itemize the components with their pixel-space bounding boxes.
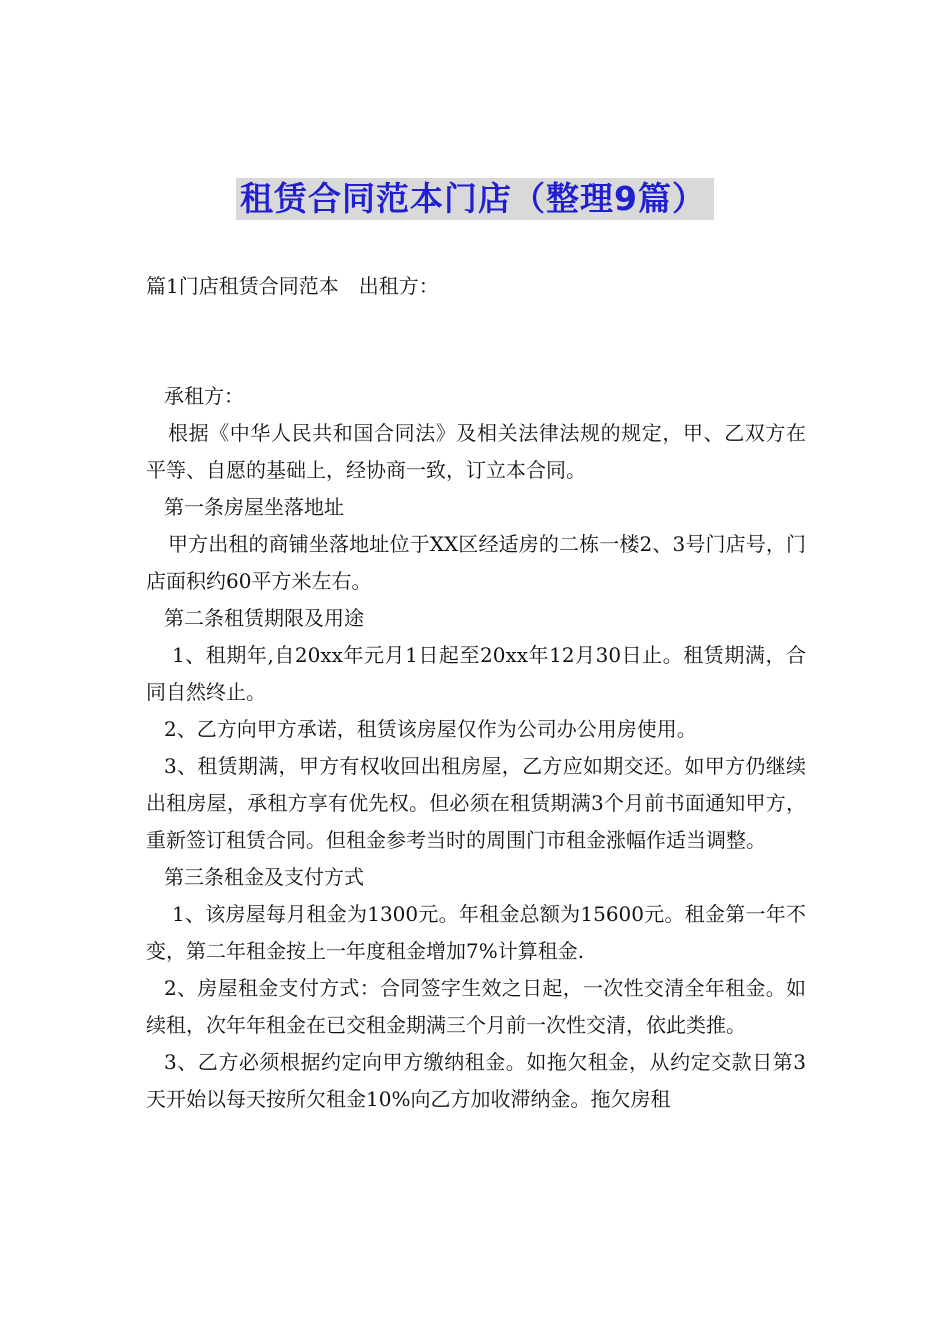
- contract-body: [146, 378, 806, 1118]
- preamble-paragraph: 根据《中华人民共和国合同法》及相关法律法规的规定，甲、乙双方在平等、自愿的基础上，经协商一致，订立本合同。: [146, 421, 806, 482]
- document-title: 租赁合同范本门店（整理9篇）: [236, 178, 714, 220]
- article-2-clause-3: 3、租赁期满，甲方有权收回出租房屋，乙方应如期交还。如甲方仍继续出租房屋，承租方享有优先权。但必须在租赁期满3个月前书面通知甲方，重新签订租赁合同。但租金参考当时的周围门市租金涨幅作适当调整。: [146, 754, 806, 852]
- part-heading: 篇1门店租赁合同范本: [146, 274, 339, 298]
- article-3-clause-1: 1、该房屋每月租金为1300元。年租金总额为15600元。租金第一年不变，第二年租金按上一年度租金增加7%计算租金.: [146, 902, 806, 963]
- title-container: [0, 178, 950, 220]
- article-2-clause-1: 1、租期年,自20xx年元月1日起至20xx年12月30日止。租赁期满，合同自然终止。: [146, 643, 806, 704]
- lessee-label: 承租方：: [164, 384, 244, 408]
- article-1-heading: 第一条房屋坐落地址: [164, 495, 344, 519]
- article-2-heading: 第二条租赁期限及用途: [164, 606, 364, 630]
- article-3-heading: 第三条租金及支付方式: [164, 865, 364, 889]
- article-2-clause-2: 2、乙方向甲方承诺，租赁该房屋仅作为公司办公用房使用。: [164, 717, 697, 741]
- lessor-label: 出租方：: [358, 274, 439, 298]
- article-3-clause-3: 3、乙方必须根据约定向甲方缴纳租金。如拖欠租金，从约定交款日第3天开始以每天按所欠租金10%向乙方加收滞纳金。拖欠房租: [146, 1050, 806, 1111]
- section-header: [146, 268, 806, 305]
- article-3-clause-2: 2、房屋租金支付方式：合同签字生效之日起，一次性交清全年租金。如续租，次年年租金在已交租金期满三个月前一次性交清，依此类推。: [146, 976, 806, 1037]
- article-1-paragraph: 甲方出租的商铺坐落地址位于XX区经适房的二栋一楼2、3号门店号，门店面积约60平方米左右。: [146, 532, 806, 593]
